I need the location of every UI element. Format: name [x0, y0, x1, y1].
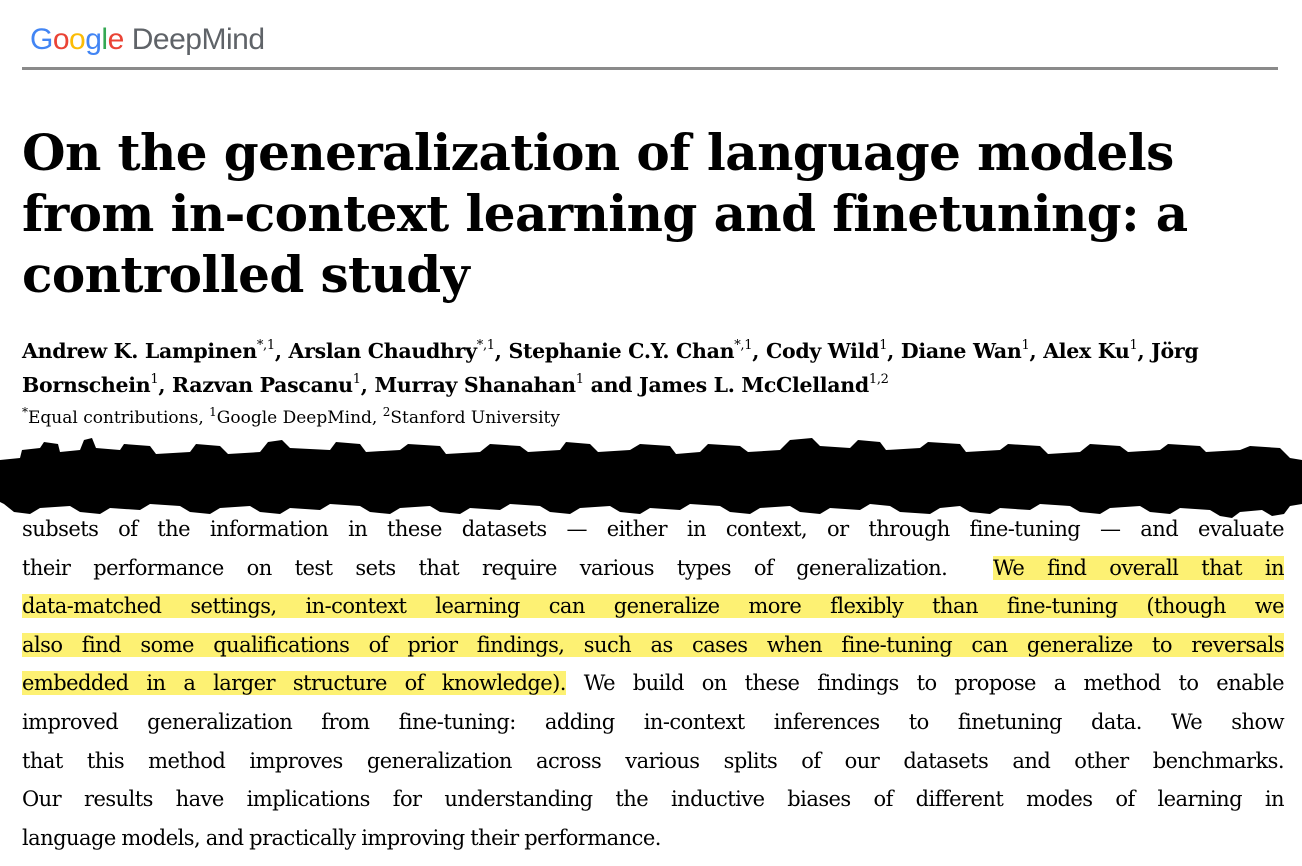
- abstract-line-6: improved generalization from fine-tuning: adding in-context inferences to finetuning data. We show: [22, 709, 1284, 734]
- author-name: Arslan Chaudhry: [288, 339, 477, 363]
- author-name: Andrew K. Lampinen: [22, 339, 257, 363]
- author-separator: ,: [1137, 339, 1152, 363]
- author-affiliation-marker: 1: [1129, 338, 1138, 353]
- highlighted-finding-end: embedded in a larger structure of knowledge).: [22, 671, 566, 696]
- author-name: Alex Ku: [1043, 339, 1130, 363]
- highlighted-finding-line-4: also find some qualifications of prior findings, such as cases when fine-tuning can generalize to reversals: [22, 632, 1284, 657]
- abstract-line-1: subsets of the information in these datasets — either in context, or through fine-tuning — and evaluate: [22, 517, 1284, 541]
- abstract-line-3: [22, 587, 1284, 626]
- author-separator: ,: [494, 339, 509, 363]
- author-affiliation-marker: 1: [352, 372, 361, 387]
- author-separator: ,: [158, 373, 173, 397]
- author-separator: and: [583, 373, 640, 397]
- author-separator: ,: [752, 339, 766, 363]
- author-affiliation-marker: 1: [150, 372, 159, 387]
- author-name: Razvan Pascanu: [172, 373, 353, 397]
- abstract-line-2: [22, 549, 1284, 588]
- title-line-1: On the generalization of language models: [22, 123, 1174, 182]
- abstract-line-4: [22, 626, 1284, 665]
- author-affiliation-marker: *,1: [256, 338, 275, 353]
- stanford-affiliation: Stanford University: [390, 408, 560, 428]
- paper-title: [22, 122, 1222, 305]
- author-name: Jörg: [1151, 339, 1199, 363]
- logo-letter: l: [101, 23, 108, 56]
- author-line-2: [22, 368, 1282, 402]
- author-affiliation-marker: 1: [1021, 338, 1030, 353]
- author-name: Cody Wild: [765, 339, 880, 363]
- author-name: Stephanie C.Y. Chan: [508, 339, 735, 363]
- abstract-line-9: language models, and practically improving their performance.: [22, 825, 661, 850]
- abstract-line-7: that this method improves generalization across various splits of our datasets and other benchmarks.: [22, 748, 1284, 773]
- redaction-bar: [0, 438, 1302, 518]
- equal-contrib-marker: *: [22, 405, 28, 419]
- stanford-marker: 2: [382, 405, 391, 419]
- author-affiliation-marker: *,1: [476, 338, 495, 353]
- author-name: James L. McClelland: [639, 373, 869, 397]
- author-name: Murray Shanahan: [374, 373, 576, 397]
- logo-letter: g: [85, 23, 102, 56]
- affiliations: [22, 406, 560, 430]
- author-separator: ,: [887, 339, 901, 363]
- abstract-line-8: Our results have implications for understanding the inductive biases of different modes of learning in: [22, 787, 1284, 812]
- author-name: Diane Wan: [900, 339, 1022, 363]
- highlighted-finding-line-3: data-matched settings, in-context learning can generalize more flexibly than fine-tuning (though we: [22, 594, 1284, 619]
- gdm-marker: 1: [209, 405, 217, 419]
- header-divider: [22, 67, 1278, 70]
- author-list: [22, 334, 1282, 402]
- logo-letter: o: [69, 23, 86, 56]
- author-separator: ,: [274, 339, 289, 363]
- gdm-affiliation: Google DeepMind,: [216, 408, 383, 428]
- highlighted-finding-start: We find overall that in: [993, 555, 1284, 580]
- logo-letter: G: [30, 23, 53, 56]
- logo-google-wordmark: [30, 23, 124, 57]
- author-affiliation-marker: 1: [879, 338, 888, 353]
- abstract-line-5-plain: We build on these findings to propose a method to enable: [583, 671, 1284, 696]
- author-line-1: [22, 334, 1282, 368]
- author-affiliation-marker: 1: [575, 372, 584, 387]
- title-line-2: from in-context learning and finetuning: a: [22, 184, 1188, 243]
- title-line-3: controlled study: [22, 245, 470, 304]
- abstract-line-2-plain: their performance on test sets that require various types of generalization.: [22, 555, 948, 580]
- equal-contrib-text: Equal contributions,: [28, 408, 210, 428]
- abstract-line-5: [22, 664, 1284, 703]
- google-deepmind-logo: [30, 20, 265, 60]
- logo-letter: e: [107, 23, 124, 56]
- author-separator: ,: [360, 373, 375, 397]
- author-separator: ,: [1029, 339, 1044, 363]
- abstract: [22, 510, 1284, 857]
- logo-letter: o: [52, 23, 70, 56]
- logo-deepmind-wordmark: DeepMind: [131, 23, 265, 56]
- author-affiliation-marker: *,1: [734, 338, 753, 353]
- author-affiliation-marker: 1,2: [868, 372, 889, 387]
- author-name: Bornschein: [22, 373, 151, 397]
